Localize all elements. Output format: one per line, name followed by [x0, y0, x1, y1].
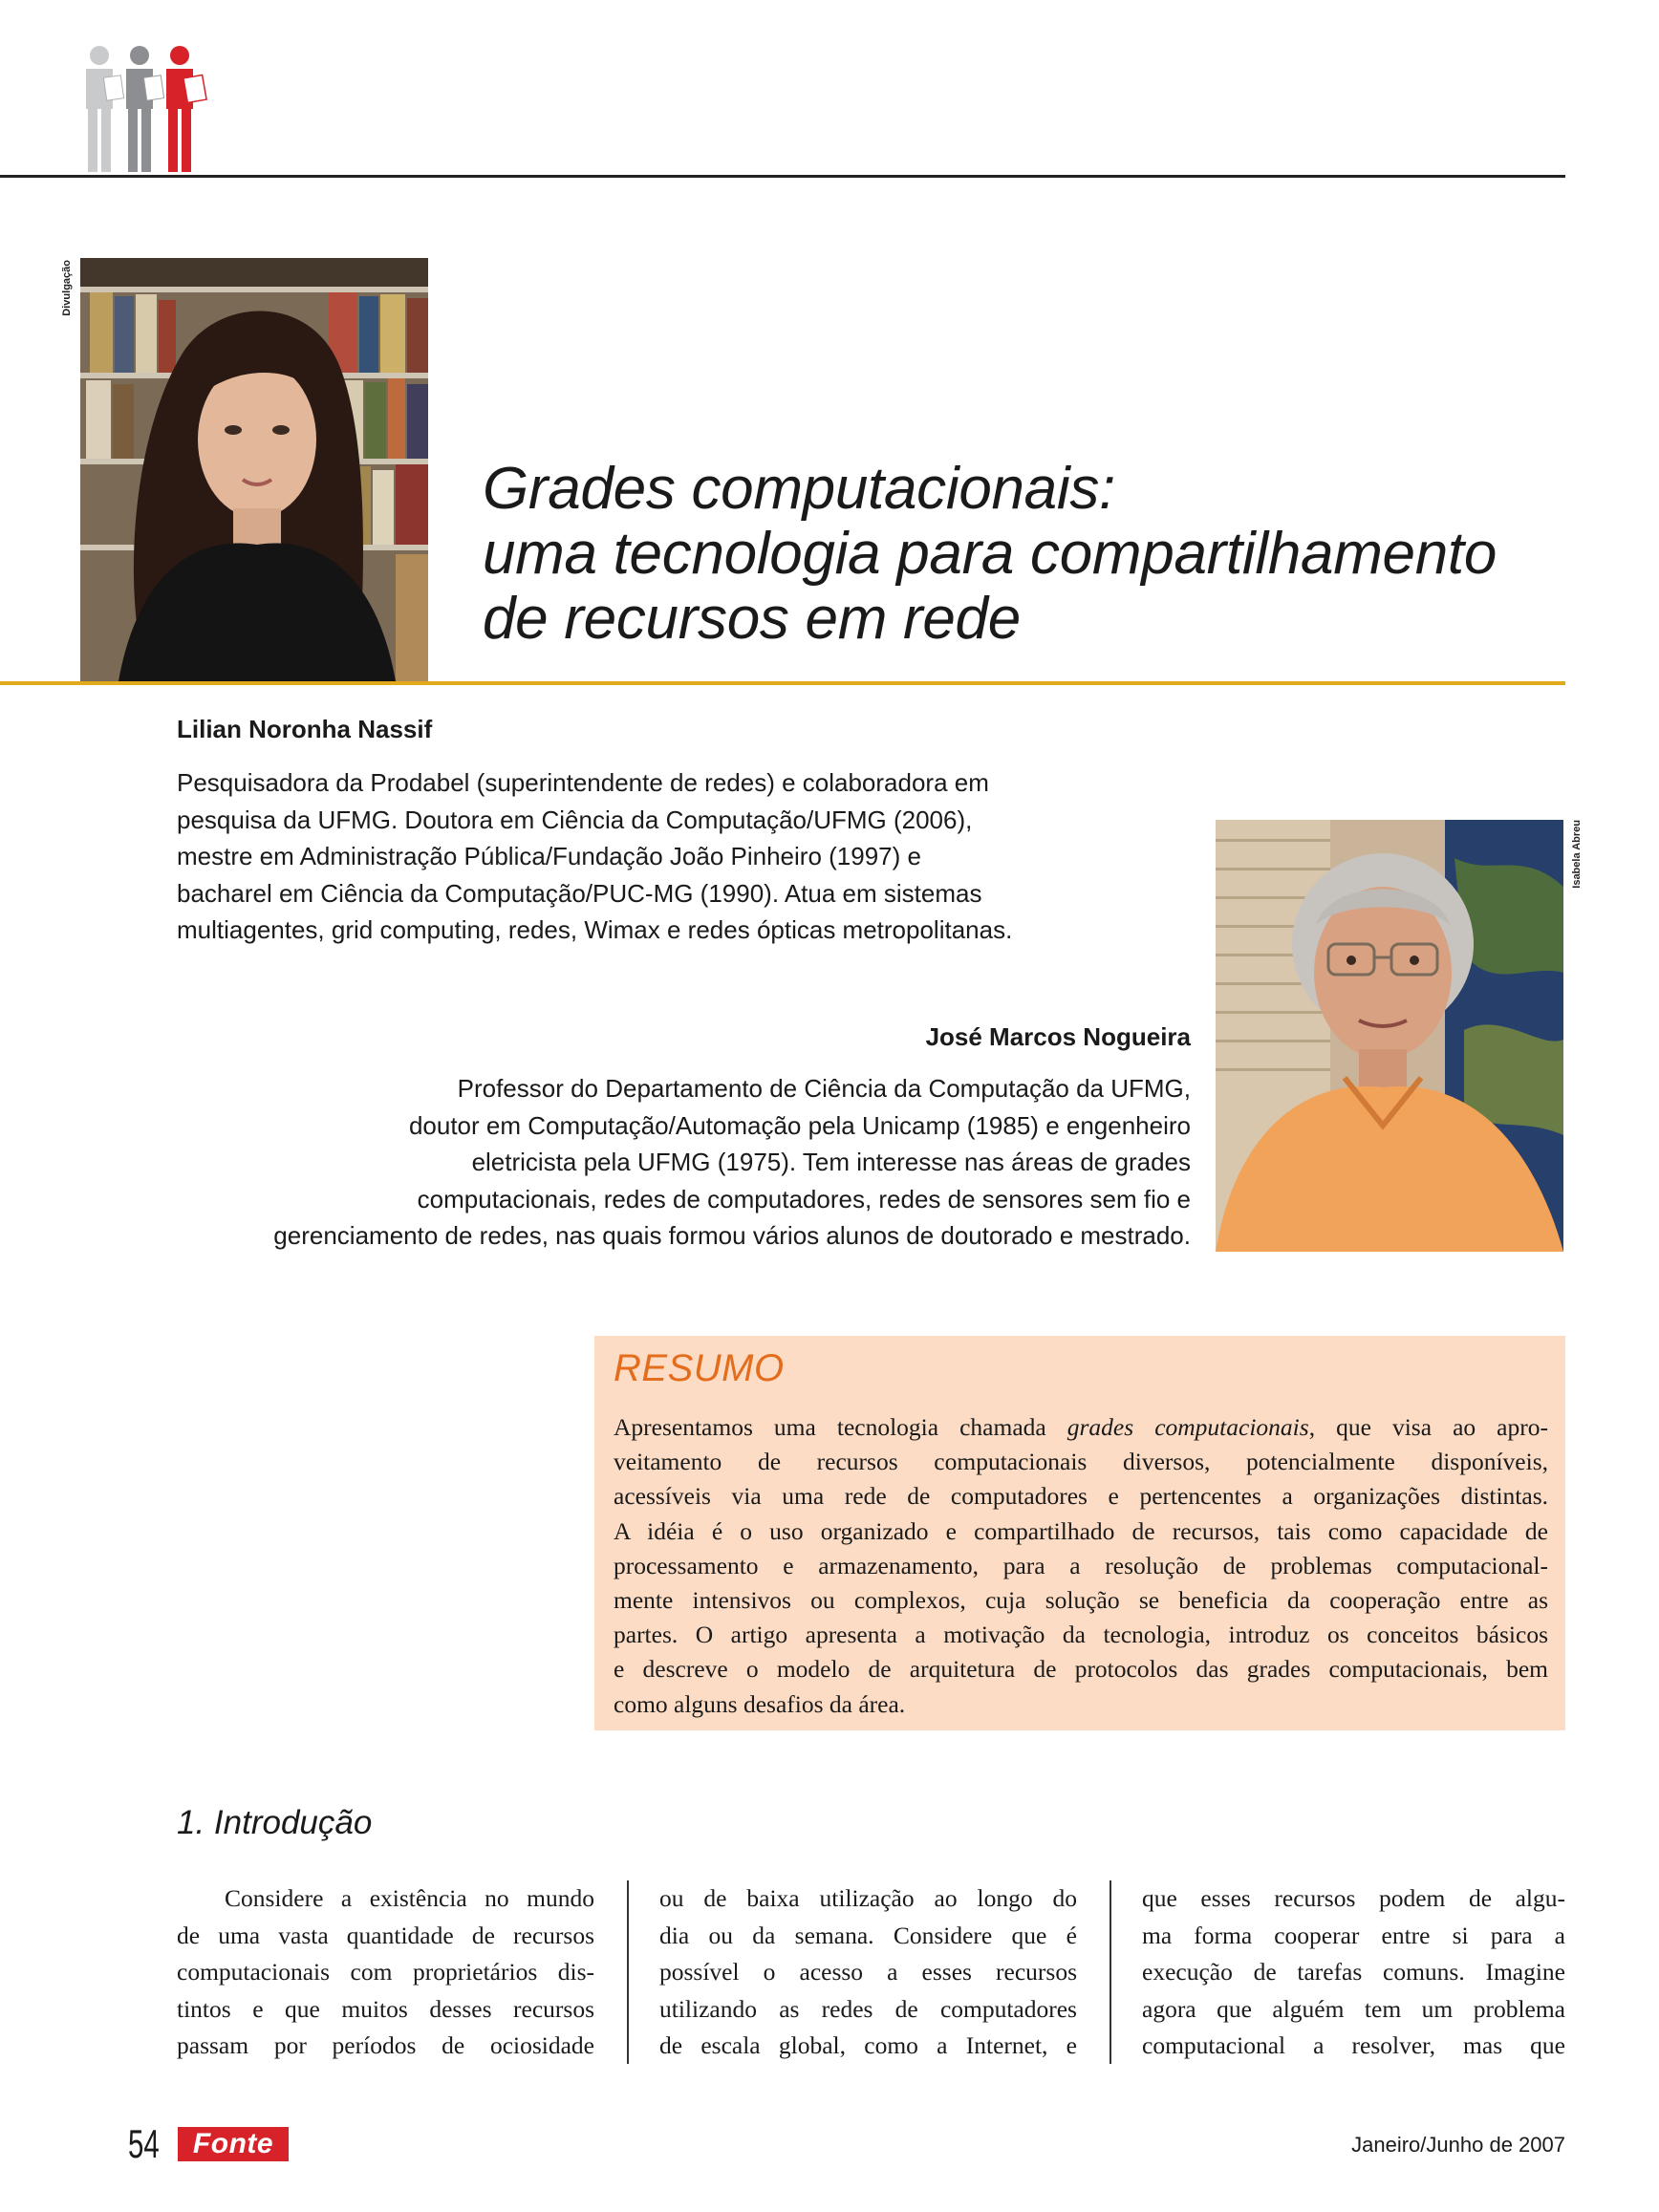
bio-line: Professor do Departamento de Ciência da Computação da UFMG,: [457, 1074, 1191, 1103]
three-people-reading-icon: [78, 44, 222, 178]
title-line: uma tecnologia para compartilhamento: [483, 521, 1497, 587]
column-divider: [1110, 1880, 1111, 2064]
bio-line: pesquisa da UFMG. Doutora em Ciência da Computação/UFMG (2006),: [177, 805, 973, 834]
header-rule: [0, 175, 1565, 178]
bio-line: eletricista pela UFMG (1975). Tem interesse nas áreas de grades: [471, 1148, 1191, 1176]
body-line: passam por períodos de ociosidade: [177, 2031, 594, 2059]
abstract-line: veitamento de recursos computacionais diversos, potencialmente disponíveis,: [614, 1448, 1548, 1476]
body-line: de uma vasta quantidade de recursos: [177, 1921, 594, 1949]
bio-line: bacharel em Ciência da Computação/PUC-MG (1990). Atua em sistemas: [177, 878, 982, 908]
bio-line: gerenciamento de redes, nas quais formou vários alunos de doutorado e mestrado.: [273, 1221, 1191, 1250]
issue-date: Janeiro/Junho de 2007: [1351, 2133, 1565, 2157]
abstract-line: como alguns desafios da área.: [614, 1689, 906, 1718]
text-column-1: [177, 1880, 594, 2065]
author1-bio: [177, 764, 1180, 949]
author2-name: José Marcos Nogueira: [925, 1022, 1191, 1051]
body-line: de escala global, como a Internet, e: [659, 2031, 1077, 2059]
bio-line: multiagentes, grid computing, redes, Wimax e redes ópticas metropolitanas.: [177, 915, 1013, 944]
body-line: ou de baixa utilização ao longo do: [659, 1884, 1077, 1912]
author1-name: Lilian Noronha Nassif: [177, 715, 433, 743]
text-column-3: [1142, 1880, 1565, 2065]
body-line: possível o acesso a esses recursos: [659, 1958, 1077, 1986]
author2-photo: [1216, 820, 1563, 1252]
abstract-box: [594, 1336, 1565, 1730]
abstract-text: [614, 1410, 1548, 1722]
page-number: 54: [128, 2121, 160, 2166]
author2-bio: [134, 1070, 1191, 1255]
abstract-line: mente intensivos ou complexos, cuja solução se beneficia da cooperação entre as: [614, 1586, 1548, 1615]
body-line: utilizando as redes de computadores: [659, 1994, 1077, 2023]
abstract-line-part: , que visa ao apro-: [1308, 1413, 1548, 1441]
abstract-line: processamento e armazenamento, para a resolução de problemas computacional-: [614, 1551, 1548, 1579]
magazine-section-logo: [78, 44, 222, 178]
abstract-line-part: Apresentamos uma tecnologia chamada: [614, 1413, 1067, 1441]
body-line: que esses recursos podem de algu-: [1142, 1884, 1565, 1912]
title-line: de recursos em rede: [483, 586, 1021, 652]
text-column-2: [659, 1880, 1077, 2065]
author1-photo: [80, 258, 428, 681]
bio-line: Pesquisadora da Prodabel (superintendente de redes) e colaboradora em: [177, 768, 989, 797]
article-title: [483, 457, 1572, 652]
title-rule: [0, 681, 1565, 685]
magazine-logo: Fonte: [178, 2127, 289, 2161]
body-line: ma forma cooperar entre si para a: [1142, 1921, 1565, 1949]
column-divider: [627, 1880, 629, 2064]
abstract-line: A idéia é o uso organizado e compartilhado de recursos, tais como capacidade de: [614, 1516, 1548, 1545]
bio-line: computacionais, redes de computadores, redes de sensores sem fio e: [417, 1184, 1191, 1213]
abstract-line: [614, 1410, 1548, 1445]
title-line: Grades computacionais:: [483, 456, 1115, 522]
body-line: computacionais com proprietários dis-: [177, 1958, 594, 1986]
abstract-line: e descreve o modelo de arquitetura de protocolos das grades computacionais, bem: [614, 1655, 1548, 1684]
abstract-italic-term: grades computacionais: [1066, 1413, 1309, 1441]
abstract-heading: RESUMO: [614, 1347, 785, 1389]
abstract-line: acessíveis via uma rede de computadores e pertencentes a organizações distintas.: [614, 1482, 1548, 1511]
body-line: dia ou da semana. Considere que é: [659, 1921, 1077, 1949]
body-line: agora que alguém tem um problema: [1142, 1994, 1565, 2023]
abstract-line: partes. O artigo apresenta a motivação da tecnologia, introduz os conceitos básicos: [614, 1621, 1548, 1649]
photo-credit-author2: Isabela Abreu: [1571, 820, 1583, 889]
body-line: tintos e que muitos desses recursos: [177, 1994, 594, 2023]
body-line: computacional a resolver, mas que: [1142, 2031, 1565, 2059]
body-line: execução de tarefas comuns. Imagine: [1142, 1958, 1565, 1986]
bio-line: doutor em Computação/Automação pela Unicamp (1985) e engenheiro: [408, 1110, 1191, 1140]
body-line: Considere a existência no mundo: [225, 1884, 594, 1912]
bio-line: mestre em Administração Pública/Fundação João Pinheiro (1997) e: [177, 842, 921, 870]
photo-credit-author1: Divulgação: [61, 260, 73, 316]
section-heading-introducao: 1. Introdução: [177, 1804, 373, 1841]
